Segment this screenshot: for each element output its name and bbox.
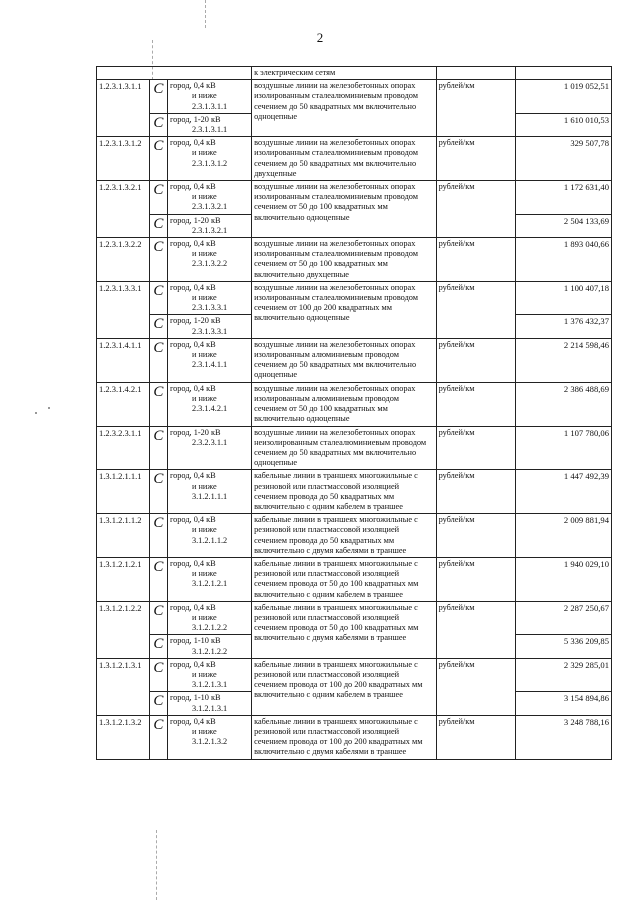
row-code: 1.3.1.2.1.2.2 <box>97 601 150 658</box>
description-text: воздушные линии на железобетонных опорах изолированным сталеалюминиевым проводом сечением от 50 до 100 квадратных мм включительно одноцепные <box>254 182 419 222</box>
territory-line: город, 0,4 кВ <box>169 659 216 669</box>
territory-line: город, 1-20 кВ <box>169 215 221 225</box>
row-code: 1.2.3.1.3.2.2 <box>97 238 150 282</box>
page-number: 2 <box>316 30 324 45</box>
territory-line: город, 1-20 кВ <box>169 316 221 326</box>
table-row <box>97 338 612 382</box>
territory-cell <box>167 281 251 315</box>
territory-line: 3.1.2.1.3.2 <box>191 737 228 747</box>
description-text: воздушные линии на железобетонных опорах изолированным сталеалюминиевым проводом сечением от 50 до 100 квадратных мм включительно двухцепные <box>254 239 419 279</box>
territory-cell <box>167 557 251 601</box>
row-description <box>252 514 437 558</box>
territory-line: и ниже <box>191 726 217 736</box>
row-description <box>252 281 437 338</box>
territory-line: город, 1-20 кВ <box>169 114 221 124</box>
territory-line: 3.1.2.1.2.2 <box>191 623 228 633</box>
territory-flag: С <box>153 383 164 400</box>
territory-line: 2.3.1.3.3.1 <box>191 326 228 336</box>
territory-flag-cell <box>149 557 167 601</box>
territory-cell <box>167 113 251 136</box>
territory-line: город, 0,4 кВ <box>169 515 216 525</box>
description-text: кабельные линии в траншеях многожильные с резиновой или пластмассовой изоляцией сечением провода до 50 квадратных мм включительно с двумя кабелями в траншее <box>254 515 418 555</box>
row-description <box>252 181 437 238</box>
territory-line: 2.3.1.3.1.2 <box>191 158 228 168</box>
territory-cell <box>167 692 251 715</box>
row-value: 1 940 029,10 <box>515 557 611 601</box>
description-text: воздушные линии на железобетонных опорах изолированным алюминиевым проводом сечением до 50 квадратных мм включительно одноцепные <box>254 339 417 380</box>
territory-flag: С <box>153 138 164 155</box>
row-value: 2 009 881,94 <box>515 514 611 558</box>
territory-cell <box>167 658 251 692</box>
territory-line: 3.1.2.1.2.2 <box>191 646 228 656</box>
row-value: 1 376 432,37 <box>515 315 611 338</box>
table-row <box>97 382 612 426</box>
territory-cell <box>167 238 251 282</box>
table-row <box>97 514 612 558</box>
row-value: 1 893 040,66 <box>515 238 611 282</box>
table-row <box>97 137 612 181</box>
row-description <box>252 470 437 514</box>
description-text: кабельные линии в траншеях многожильные с резиновой или пластмассовой изоляцией сечением провода от 100 до 200 квадратных мм включительно с одним кабелем в траншее <box>254 659 423 700</box>
scan-artifact-line <box>205 0 206 28</box>
header-value-cell <box>515 67 611 80</box>
territory-flag: С <box>153 114 164 131</box>
territory-flag: С <box>153 81 164 98</box>
scan-artifact-line <box>156 830 157 900</box>
row-value: 1 172 631,40 <box>515 181 611 215</box>
territory-cell <box>167 137 251 181</box>
row-unit: рублей/км <box>436 426 515 470</box>
territory-flag-cell <box>149 426 167 470</box>
territory-flag-cell <box>149 238 167 282</box>
territory-line: 3.1.2.1.3.1 <box>191 703 228 713</box>
territory-flag-cell <box>149 382 167 426</box>
territory-line: 3.1.2.1.2.1 <box>191 579 228 589</box>
header-description-cell: к электрическим сетям <box>252 67 437 80</box>
territory-line: 3.1.2.1.1.1 <box>191 491 228 501</box>
territory-line: 3.1.2.1.3.1 <box>191 680 228 690</box>
territory-flag: С <box>153 659 164 676</box>
row-description <box>252 80 437 137</box>
territory-flag: С <box>153 716 164 733</box>
row-unit: рублей/км <box>436 338 515 382</box>
territory-flag: С <box>153 215 164 232</box>
row-code: 1.2.3.1.3.1.2 <box>97 137 150 181</box>
table-row <box>97 658 612 692</box>
territory-flag: С <box>153 471 164 488</box>
territory-cell <box>167 315 251 338</box>
territory-cell <box>167 635 251 658</box>
territory-line: и ниже <box>191 249 217 259</box>
territory-line: и ниже <box>191 293 217 303</box>
table-row <box>97 715 612 759</box>
territory-cell <box>167 426 251 470</box>
row-description <box>252 382 437 426</box>
row-description <box>252 238 437 282</box>
territory-cell <box>167 470 251 514</box>
row-value: 2 287 250,67 <box>515 601 611 635</box>
territory-cell <box>167 338 251 382</box>
territory-line: 2.3.1.3.2.1 <box>191 225 228 235</box>
territory-flag: С <box>153 339 164 356</box>
territory-flag: С <box>153 515 164 532</box>
territory-line: и ниже <box>191 393 217 403</box>
row-code: 1.3.1.2.1.3.1 <box>97 658 150 715</box>
row-code: 1.3.1.2.1.1.2 <box>97 514 150 558</box>
row-unit: рублей/км <box>436 181 515 238</box>
table-row <box>97 601 612 635</box>
row-code: 1.3.1.2.1.3.2 <box>97 715 150 759</box>
territory-line: 2.3.1.4.2.1 <box>191 404 228 414</box>
territory-flag-cell <box>149 80 167 114</box>
tariff-table <box>96 66 612 760</box>
table-row <box>97 181 612 215</box>
header-unit-cell <box>436 67 515 80</box>
territory-line: и ниже <box>191 148 217 158</box>
territory-line: 2.3.1.4.1.1 <box>191 360 228 370</box>
row-value: 3 248 788,16 <box>515 715 611 759</box>
territory-line: 3.1.2.1.1.2 <box>191 535 228 545</box>
table-header-row <box>97 67 612 80</box>
row-description <box>252 426 437 470</box>
row-value: 2 329 285,01 <box>515 658 611 692</box>
row-description <box>252 137 437 181</box>
territory-flag-cell <box>149 514 167 558</box>
row-description <box>252 658 437 715</box>
territory-flag: С <box>153 602 164 619</box>
row-value: 5 336 209,85 <box>515 635 611 658</box>
territory-line: и ниже <box>191 481 217 491</box>
row-unit: рублей/км <box>436 658 515 715</box>
description-text: кабельные линии в траншеях многожильные с резиновой или пластмассовой изоляцией сечением провода от 100 до 200 квадратных мм включительно с двумя кабелями в траншее <box>254 716 423 757</box>
territory-line: и ниже <box>191 669 217 679</box>
territory-line: 2.3.2.3.1.1 <box>191 437 228 447</box>
territory-cell <box>167 181 251 215</box>
territory-line: 2.3.1.3.3.1 <box>191 303 228 313</box>
row-value: 3 154 894,86 <box>515 692 611 715</box>
header-code-cell <box>97 67 252 80</box>
territory-flag-cell <box>149 658 167 692</box>
scan-artifact-dot <box>35 412 37 414</box>
territory-line: 2.3.1.3.1.1 <box>191 101 228 111</box>
row-description <box>252 715 437 759</box>
territory-flag-cell <box>149 113 167 136</box>
territory-flag: С <box>153 558 164 575</box>
territory-line: город, 0,4 кВ <box>169 239 216 249</box>
territory-line: город, 0,4 кВ <box>169 282 216 292</box>
description-text: воздушные линии на железобетонных опорах изолированным алюминиевым проводом сечением от 50 до 100 квадратных мм включительно одноцепные <box>254 383 416 424</box>
row-description <box>252 601 437 658</box>
territory-cell <box>167 80 251 114</box>
territory-flag-cell <box>149 181 167 215</box>
territory-line: и ниже <box>191 525 217 535</box>
description-text: воздушные линии на железобетонных опорах изолированным сталеалюминиевым проводом сечением до 50 квадратных мм включительно одноцепные <box>254 81 419 121</box>
territory-line: 2.3.1.3.1.1 <box>191 125 228 135</box>
territory-flag: С <box>153 182 164 199</box>
territory-flag: С <box>153 636 164 653</box>
description-text: кабельные линии в траншеях многожильные с резиновой или пластмассовой изоляцией сечением провода от 50 до 100 квадратных мм включительно с двумя кабелями в траншее <box>254 602 419 643</box>
territory-line: город, 0,4 кВ <box>169 383 216 393</box>
territory-line: город, 0,4 кВ <box>169 471 216 481</box>
row-code: 1.2.3.1.4.1.1 <box>97 338 150 382</box>
row-value: 1 019 052,51 <box>515 80 611 114</box>
territory-line: город, 0,4 кВ <box>169 182 216 192</box>
description-text: кабельные линии в траншеях многожильные с резиновой или пластмассовой изоляцией сечением провода от 50 до 100 квадратных мм включительно с одним кабелем в траншее <box>254 558 419 599</box>
territory-flag-cell <box>149 338 167 382</box>
row-unit: рублей/км <box>436 238 515 282</box>
table-row <box>97 470 612 514</box>
row-unit: рублей/км <box>436 382 515 426</box>
row-value: 1 107 780,06 <box>515 426 611 470</box>
table-row <box>97 426 612 470</box>
territory-line: город, 0,4 кВ <box>169 558 216 568</box>
territory-flag-cell <box>149 214 167 237</box>
row-code: 1.2.3.1.3.2.1 <box>97 181 150 238</box>
row-description <box>252 338 437 382</box>
row-value: 1 447 492,39 <box>515 470 611 514</box>
row-code: 1.3.1.2.1.2.1 <box>97 557 150 601</box>
territory-cell <box>167 514 251 558</box>
territory-cell <box>167 601 251 635</box>
territory-cell <box>167 382 251 426</box>
territory-line: и ниже <box>191 192 217 202</box>
territory-flag-cell <box>149 315 167 338</box>
scan-artifact-dot <box>48 407 50 409</box>
row-unit: рублей/км <box>436 557 515 601</box>
territory-line: и ниже <box>191 91 217 101</box>
territory-line: город, 1-20 кВ <box>169 427 221 437</box>
description-text: воздушные линии на железобетонных опорах изолированным сталеалюминиевым проводом сечением от 100 до 200 квадратных мм включительно одноцепные <box>254 282 419 323</box>
territory-line: и ниже <box>191 569 217 579</box>
row-value: 2 214 598,46 <box>515 338 611 382</box>
row-code: 1.2.3.1.4.2.1 <box>97 382 150 426</box>
description-text: воздушные линии на железобетонных опорах неизолированным сталеалюминиевым проводом сечением до 50 квадратных мм включительно одноцепные <box>254 427 427 468</box>
territory-line: город, 1-10 кВ <box>169 636 221 646</box>
territory-flag-cell <box>149 281 167 315</box>
territory-line: город, 0,4 кВ <box>169 602 216 612</box>
territory-line: город, 0,4 кВ <box>169 138 216 148</box>
row-unit: рублей/км <box>436 470 515 514</box>
row-unit: рублей/км <box>436 281 515 338</box>
row-code: 1.2.3.1.3.1.1 <box>97 80 150 137</box>
territory-line: город, 1-10 кВ <box>169 693 221 703</box>
row-code: 1.3.1.2.1.1.1 <box>97 470 150 514</box>
territory-line: город, 0,4 кВ <box>169 339 216 349</box>
territory-flag: С <box>153 282 164 299</box>
row-code: 1.2.3.2.3.1.1 <box>97 426 150 470</box>
table-row <box>97 238 612 282</box>
territory-line: 2.3.1.3.2.1 <box>191 202 228 212</box>
row-value: 1 100 407,18 <box>515 281 611 315</box>
table-row <box>97 557 612 601</box>
table-row <box>97 281 612 315</box>
row-unit: рублей/км <box>436 137 515 181</box>
description-text: кабельные линии в траншеях многожильные с резиновой или пластмассовой изоляцией сечением провода до 50 квадратных мм включительно с одним кабелем в траншее <box>254 471 418 511</box>
territory-cell <box>167 214 251 237</box>
territory-line: и ниже <box>191 350 217 360</box>
territory-line: 2.3.1.3.2.2 <box>191 259 228 269</box>
territory-line: и ниже <box>191 612 217 622</box>
description-text: воздушные линии на железобетонных опорах изолированным сталеалюминиевым проводом сечением до 50 квадратных мм включительно двухцепные <box>254 138 419 178</box>
territory-line: город, 0,4 кВ <box>169 716 216 726</box>
territory-flag-cell <box>149 715 167 759</box>
row-unit: рублей/км <box>436 514 515 558</box>
row-value: 329 507,78 <box>515 137 611 181</box>
table-row <box>97 80 612 114</box>
row-value: 2 386 488,69 <box>515 382 611 426</box>
row-unit: рублей/км <box>436 601 515 658</box>
territory-flag-cell <box>149 601 167 635</box>
territory-flag: С <box>153 427 164 444</box>
territory-flag: С <box>153 316 164 333</box>
territory-flag: С <box>153 693 164 710</box>
row-unit: рублей/км <box>436 715 515 759</box>
row-description <box>252 557 437 601</box>
territory-line: город, 0,4 кВ <box>169 81 216 91</box>
territory-cell <box>167 715 251 759</box>
territory-flag-cell <box>149 635 167 658</box>
territory-flag-cell <box>149 470 167 514</box>
row-code: 1.2.3.1.3.3.1 <box>97 281 150 338</box>
territory-flag-cell <box>149 692 167 715</box>
row-unit: рублей/км <box>436 80 515 137</box>
territory-flag: С <box>153 239 164 256</box>
row-value: 2 504 133,69 <box>515 214 611 237</box>
territory-flag-cell <box>149 137 167 181</box>
row-value: 1 610 010,53 <box>515 113 611 136</box>
